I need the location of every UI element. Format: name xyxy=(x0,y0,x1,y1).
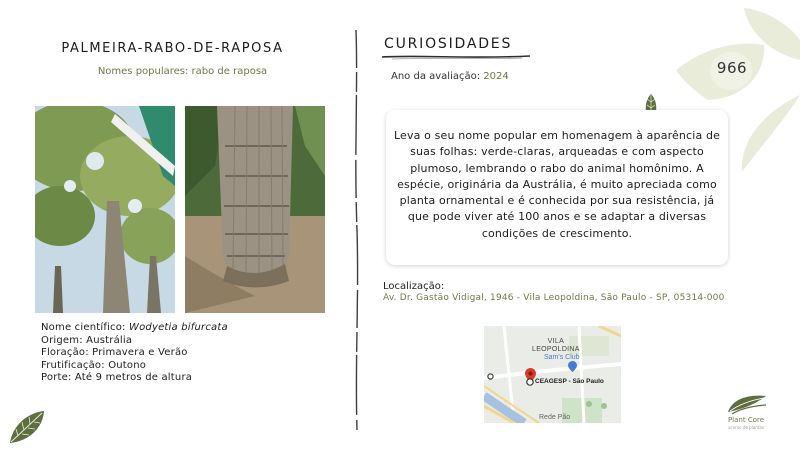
size-line: Porte: Até 9 metros de altura xyxy=(41,372,193,384)
record-number: 966 xyxy=(716,59,748,77)
scientific-name-line: Nome científico: Wodyetia bifurcata xyxy=(41,322,228,333)
scientific-name: Wodyetia bifurcata xyxy=(129,322,228,333)
location-address: Av. Dr. Gastão Vidigal, 1946 - Vila Leopoldina, São Paulo - SP, 05314-000 xyxy=(383,293,725,303)
photo-trunk xyxy=(185,106,325,313)
map-poi-icon xyxy=(568,361,577,372)
leaf-icon xyxy=(8,409,46,445)
location-label: Localização: xyxy=(383,281,445,292)
map-left-location-icon xyxy=(487,373,494,380)
plant-facts xyxy=(41,322,228,385)
brand-tagline: acervo de plantas xyxy=(728,425,764,430)
brand-name: Plant Core xyxy=(727,416,765,424)
map-district-label: VILA LEOPOLDINA xyxy=(532,338,580,353)
map-bottom-label: Rede Pão xyxy=(539,414,571,421)
map-location-icon xyxy=(526,378,534,386)
map-poi-label: Sam's Club xyxy=(544,354,580,361)
brand-logo-icon xyxy=(726,392,768,416)
leaf-shape-bottom xyxy=(742,95,800,172)
evaluation-year-value: 2024 xyxy=(483,71,509,82)
evaluation-year: Ano da avaliação: 2024 xyxy=(391,71,509,82)
photo-canopy xyxy=(35,106,175,313)
location-map[interactable] xyxy=(484,326,621,423)
plant-title: PALMEIRA-RABO-DE-RAPOSA xyxy=(61,41,284,56)
map-pin-label: CEAGESP - São Paulo xyxy=(535,378,604,385)
origin-line: Origem: Austrália xyxy=(41,334,133,346)
flowering-line: Floração: Primavera e Verão xyxy=(41,347,188,359)
fruiting-line: Frutificação: Outono xyxy=(41,359,147,371)
popular-names: Nomes populares: rabo de raposa xyxy=(97,66,268,77)
curiosities-title: CURIOSIDADES xyxy=(384,36,513,52)
curiosity-text: Leva o seu nome popular em homenagem à aparência de suas folhas: verde-claras, arqueadas e com aspecto plumoso, lembrando o rabo do animal homônimo. A espécie, originária da Austrália, é muito apreciada como planta ornamental e é conhecida por sua resistência, já que pode viver até 100 anos e se adaptar a diversas condições de crescimento. xyxy=(393,129,721,240)
title-underline xyxy=(382,53,530,61)
vertical-divider xyxy=(350,30,364,430)
